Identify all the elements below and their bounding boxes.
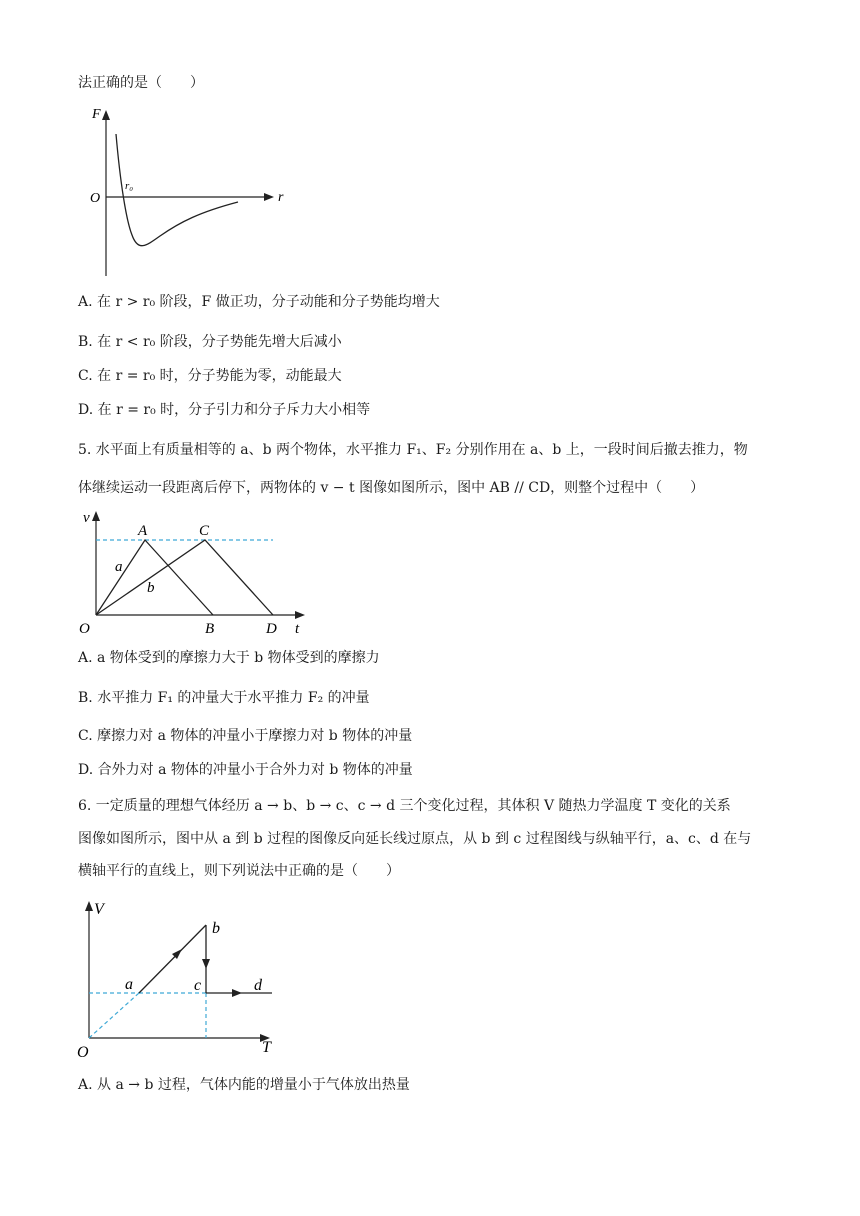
q5-option-b: B. 水平推力 F₁ 的冲量大于水平推力 F₂ 的冲量 xyxy=(78,690,370,706)
point-b-label: B xyxy=(205,621,215,637)
q6-stem-line2: 图像如图所示，图中从 a 到 b 过程的图像反向延长线过原点，从 b 到 c 过程图线与纵轴平行，a、c、d 在与 xyxy=(78,831,752,847)
point-b-label: b xyxy=(212,920,220,937)
q5-stem-line1: 5. 水平面上有质量相等的 a、b 两个物体，水平推力 F₁、F₂ 分别作用在 a、b 上，一段时间后撤去推力，物 xyxy=(78,442,748,458)
v-axis-label: V xyxy=(94,901,104,918)
q4-option-c: C. 在 r = r₀ 时，分子势能为零，动能最大 xyxy=(78,368,342,384)
b-c-arrow xyxy=(202,959,210,969)
extension-to-origin xyxy=(89,993,139,1038)
origin-label: O xyxy=(90,191,101,206)
point-d-label: d xyxy=(254,977,262,994)
r-axis-label: r xyxy=(278,190,284,205)
r-axis-arrow xyxy=(264,193,274,201)
q5-option-a: A. a 物体受到的摩擦力大于 b 物体受到的摩擦力 xyxy=(78,650,380,666)
force-distance-graph xyxy=(80,100,290,280)
point-c-label: C xyxy=(199,523,210,539)
t-axis-arrow xyxy=(295,611,305,619)
q4-option-b: B. 在 r < r₀ 阶段，分子势能先增大后减小 xyxy=(78,334,342,350)
c-d-arrow xyxy=(232,989,242,997)
f-axis-label: F xyxy=(92,107,101,122)
origin-label: O xyxy=(77,1044,89,1061)
q5-stem-line2: 体继续运动一段距离后停下，两物体的 v − t 图像如图所示，图中 AB // CD，则整个过程中（ ） xyxy=(78,480,705,496)
point-d-label: D xyxy=(266,621,277,637)
line-a-OAB xyxy=(96,540,213,615)
force-curve xyxy=(116,134,238,246)
q6-stem-line3: 横轴平行的直线上，则下列说法中正确的是（ ） xyxy=(78,863,400,879)
point-c-label: c xyxy=(194,977,202,994)
line-a-label: a xyxy=(115,559,123,575)
line-b-label: b xyxy=(147,580,155,596)
q5-option-c: C. 摩擦力对 a 物体的冲量小于摩擦力对 b 物体的冲量 xyxy=(78,728,413,744)
q4-option-d: D. 在 r = r₀ 时，分子引力和分子斥力大小相等 xyxy=(78,402,371,418)
v-axis-arrow xyxy=(92,511,100,521)
t-axis-label: T xyxy=(262,1039,271,1056)
q6-stem-line1: 6. 一定质量的理想气体经历 a → b、b → c、c → d 三个变化过程，其体积 V 随热力学温度 T 变化的关系 xyxy=(78,798,731,814)
q4-stem-tail: 法正确的是（ ） xyxy=(78,75,204,91)
q5-option-d: D. 合外力对 a 物体的冲量小于合外力对 b 物体的冲量 xyxy=(78,762,413,778)
r0-label: r₀ xyxy=(125,180,134,192)
line-b-OCD xyxy=(96,540,273,615)
f-axis-arrow xyxy=(102,110,110,120)
point-a-label: A xyxy=(138,523,148,539)
origin-label: O xyxy=(79,621,90,637)
q6-option-a: A. 从 a → b 过程，气体内能的增量小于气体放出热量 xyxy=(78,1077,410,1093)
velocity-time-graph xyxy=(75,505,315,640)
q4-option-a: A. 在 r > r₀ 阶段，F 做正功，分子动能和分子势能均增大 xyxy=(78,294,440,310)
v-axis-label: v xyxy=(83,510,90,526)
point-a-label: a xyxy=(125,976,133,993)
t-axis-label: t xyxy=(295,621,300,637)
v-axis-arrow xyxy=(85,901,93,911)
volume-temperature-graph xyxy=(72,892,292,1064)
